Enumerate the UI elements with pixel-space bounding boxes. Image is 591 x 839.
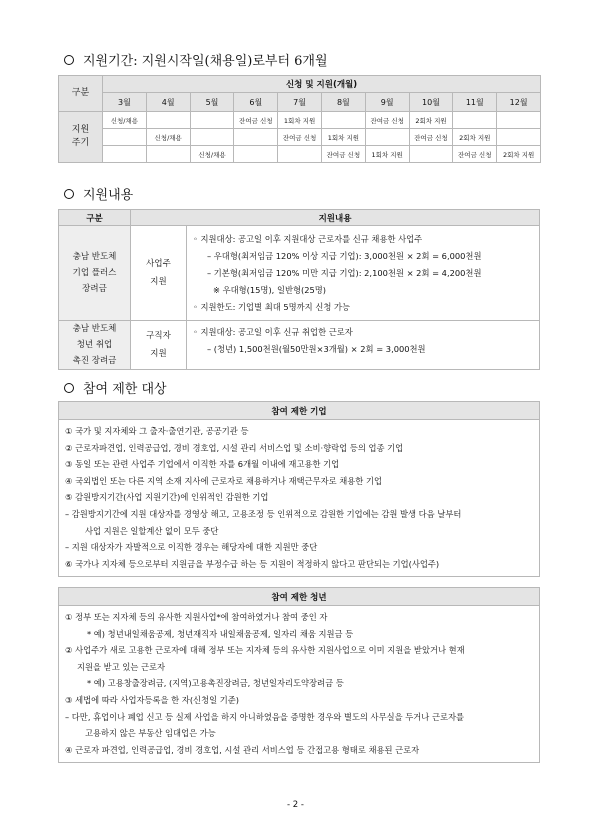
circle-bullet-icon [64,189,74,199]
restricted-youth-body [59,606,540,763]
restricted-companies-table [58,401,540,577]
schedule-cell [409,146,453,163]
page-number: - 2 - [287,800,304,810]
schedule-cell [234,129,278,146]
restriction-item: ⑥ 국가나 지자체 등으로부터 지원금을 부정수급 하는 등 지원이 적정하지 않다고 판단되는 기업(사업주) [65,558,440,569]
schedule-cell: 신청/채용 [190,146,234,163]
schedule-cell [234,146,278,163]
schedule-cell: 잔여금 신청 [234,112,278,129]
detail-line: – 우대형(최저임금 120% 이상 지급 기업): 3,000천원 × 2회 = 6,000천원 [207,250,482,261]
schedule-cell: 1회차 지원 [321,129,365,146]
program-detail-company-plus [187,226,540,321]
detail-line: – (청년) 1,500천원(월50만원×3개월) × 2회 = 3,000천원 [207,344,426,354]
restriction-item: ① 국가 및 지자체와 그 출자·출연기관, 공공기관 등 [65,426,249,436]
schedule-cell [103,146,147,163]
month-header: 12월 [497,93,541,112]
schedule-cell [497,129,541,146]
schedule-cell: 1회차 지원 [278,112,322,129]
schedule-cell: 잔여금 신청 [453,146,497,163]
section-support-content-heading [64,184,133,203]
schedule-row-label: 구분 [59,76,103,112]
detail-line: ◦ 지원대상: 공고일 이후 신규 취업한 근로자 [193,327,353,337]
restriction-item: ③ 세법에 따라 사업자등록을 한 자(신청일 기준) [65,694,240,705]
schedule-cell [146,112,190,129]
schedule-cell [146,146,190,163]
program-target-employer [131,226,187,321]
restriction-item: ① 정부 또는 지자체 등의 유사한 지원사업*에 참여하였거나 참여 중인 자 [65,612,328,622]
schedule-cell [190,112,234,129]
schedule-cell [497,112,541,129]
content-header-category: 구분 [59,210,131,226]
month-header: 4월 [146,93,190,112]
month-header: 8월 [321,93,365,112]
restricted-youth-table [58,587,540,763]
section-restriction-title: 참여 제한 대상 [83,382,167,397]
restriction-subitem: – 다만, 휴업이나 폐업 신고 등 실제 사업을 하지 아니하였음을 증명한 경우와 별도의 사무실을 두거나 근로자를 [65,711,465,722]
restricted-youth-title: 참여 제한 청년 [59,588,540,606]
support-content-table [58,209,540,370]
schedule-cell [321,112,365,129]
section-restriction-heading [64,378,167,397]
month-header: 7월 [278,93,322,112]
program-label-youth [59,321,131,370]
schedule-cell: 잔여금 신청 [365,112,409,129]
restriction-item: ⑤ 감원방지기간(사업 지원기간)에 인위적인 감원한 기업 [65,492,269,503]
schedule-cell: 잔여금 신청 [321,146,365,163]
schedule-title: 신청 및 지원(개월) [103,76,541,93]
month-header: 3월 [103,93,147,112]
program-target-jobseeker-text: 구직자 지원 [146,331,171,359]
content-header-detail: 지원내용 [131,210,540,226]
restriction-subitem: – 감원방지기간에 지원 대상자를 경영상 해고, 고용조정 등 인위적으로 감원한 기업에는 감원 발생 다음 날부터 [65,508,462,519]
circle-bullet-icon [64,55,74,65]
month-header: 5월 [190,93,234,112]
schedule-cell: 2회차 지원 [409,112,453,129]
restriction-item: ② 근로자파견업, 인력공급업, 경비 경호업, 시설 관리 서비스업 및 소비·향락업 등의 업종 기업 [65,442,404,453]
month-header: 10월 [409,93,453,112]
month-header: 9월 [365,93,409,112]
detail-line: ◦ 지원한도: 기업별 최대 5명까지 신청 가능 [193,301,351,312]
schedule-cell: 잔여금 신청 [409,129,453,146]
schedule-cell: 신청/채용 [103,112,147,129]
schedule-cycle-label [59,112,103,163]
detail-line: ※ 우대형(15명), 일반형(25명) [213,284,327,295]
schedule-cell [453,112,497,129]
schedule-cell [365,129,409,146]
program-target-jobseeker [131,321,187,370]
schedule-cell: 2회차 지원 [497,146,541,163]
detail-line: ◦ 지원대상: 공고일 이후 지원대상 근로자를 신규 채용한 사업주 [193,233,423,244]
circle-bullet-icon [64,383,74,393]
schedule-cell [103,129,147,146]
month-header: 11월 [453,93,497,112]
support-schedule-table [58,75,541,163]
schedule-cycle-label-text: 지원 주기 [71,125,90,148]
program-detail-youth [187,321,540,370]
restriction-item: ② 사업주가 새로 고용한 근로자에 대해 정부 또는 지자체 등의 유사한 지원사업으로 이미 지원을 받았거나 현재 [65,645,465,656]
restriction-item-cont: 지원을 받고 있는 근로자 [77,661,166,672]
program-target-employer-text: 사업주 지원 [146,259,171,287]
restriction-subitem-cont: 사업 지원은 일할계산 없이 모두 중단 [85,525,219,536]
section-support-period-heading [64,50,328,69]
schedule-cell [190,129,234,146]
schedule-cell: 잔여금 신청 [278,129,322,146]
schedule-cell: 1회차 지원 [365,146,409,163]
restriction-item: ④ 근로자 파견업, 인력공급업, 경비 경호업, 시설 관리 서비스업 등 간접고용 형태로 채용된 근로자 [65,744,420,755]
schedule-cell: 2회차 지원 [453,129,497,146]
schedule-cell: 신청/채용 [146,129,190,146]
restriction-subitem: – 지원 대상자가 자발적으로 이직한 경우는 해당자에 대한 지원만 중단 [65,542,318,553]
month-header: 6월 [234,93,278,112]
program-label-youth-text: 충남 반도체 청년 취업 촉진 장려금 [72,324,117,366]
restriction-note: * 예) 청년내일채움공제, 청년재직자 내일채움공제, 일자리 채움 지원금 등 [87,628,354,639]
restricted-companies-body [59,420,540,577]
restriction-note: * 예) 고용창출장려금, (지역)고용촉진장려금, 청년일자리도약장려금 등 [87,678,344,689]
restriction-item: ④ 국외법인 또는 다른 지역 소재 지사에 근로자로 채용하거나 재택근무자로 채용한 기업 [65,475,382,486]
section-support-content-title: 지원내용 [83,188,134,203]
schedule-cell [278,146,322,163]
restriction-item: ③ 동일 또는 관련 사업주 기업에서 이직한 자를 6개월 이내에 재고용한 기업 [65,459,340,470]
program-label-company-plus [59,226,131,321]
detail-line: – 기본형(최저임금 120% 미만 지급 기업): 2,100천원 × 2회 = 4,200천원 [207,267,482,278]
restriction-subitem-cont: 고용하지 않은 부동산 임대업은 가능 [85,728,216,739]
section-support-period-title: 지원기간: 지원시작일(채용일)로부터 6개월 [83,54,328,69]
program-label-company-plus-text: 충남 반도체 기업 플러스 장려금 [72,252,117,294]
restricted-companies-title: 참여 제한 기업 [59,402,540,420]
